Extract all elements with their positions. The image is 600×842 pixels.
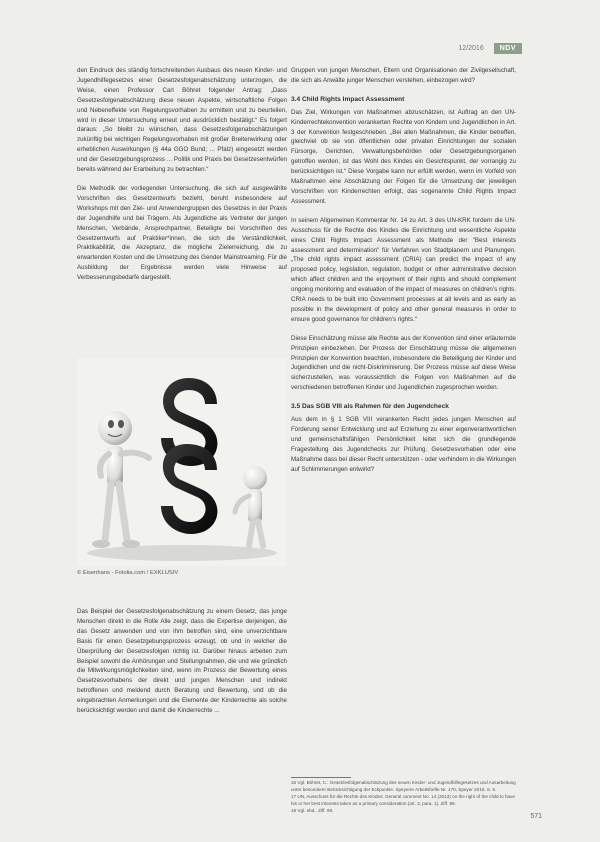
section-3-4-paragraph: In seinem Allgemeinen Kommentar Nr. 14 zu Art. 3 des UN-KRK fordern die UN-Ausschuss für die Rechte des Kindes die Einrichtung und wesentliche Aspekte eines Child Rights Impact Assessment als Methode der "Best interests assessment and determination" für Verfahren von Stadtplanern und Planungen. „The child rights impact assessment (CRIA) can predict the impact of any proposed policy, legislation, regulation, budget or other administrative decision which affect children and the enjoyment of their rights and should complement ongoing monitoring and evaluation of the impact of measures on children’s rights. CRIA needs to be built into Government processes at all levels and as early as possible in the development of policy and other general measures in order to ensure good governance for children’s rights.“ [291,216,516,323]
footnote: 18 Vgl. ebd., Ziff. 99. [291,808,334,813]
footnote-divider [291,777,351,778]
section-3-4-paragraph: Diese Einschätzung müsse alle Rechte aus der Konvention sind einer erläuternde Prinzipien einbeziehen. Der Prozess der Einschätzung müsse die allgemeinen Prinzipien der Konvention beachten, insbesondere die Beteiligung der Kinder und Jugendlichen und die nicht-Diskriminierung. Der Prozess müsse auf diese Weise sicherzustellen, was voraussichtlich die Folgen von Maßnahmen auf die verschiedenen betroffenen Kinder und Jugendlichen zugesprochen werden. [291,334,516,392]
left-column [77,66,287,292]
section-heading-3-4: 3.4 Child Rights Impact Assessment [291,95,405,103]
figure-paragraph-figures [77,358,287,566]
journal-badge: NDV [494,43,522,54]
left-paragraph: Die Methodik der vorliegenden Untersuchung, die sich auf ausgewählte Vorschriften des Gesetzentwurfs bezieht, beruht insbesondere auf Workshops mit den Ziel- und Anwendergruppen des Gesetzes in der Praxis der Jugendhilfe und bei Trägern. Als Jugendliche als Vertreter der jungen Menschen, Verbände, Ansprechpartner, Beteiligte bei Vorschriften des Gesetzentwurfs auf Praktiker*innen, die sich die Verständlichkeit, Praktikabilität, die Akzeptanz, die mögliche Zielerreichung, die zu erwartenden Kosten und die Umsetzung des Gender Mainstreaming. Für die Ausbildung der Ergebnisse werden viele Hinweise auf Verbesserungsbedarfe dargestellt. [77,184,287,282]
page-number: 571 [530,813,542,820]
left-bottom-paragraph: Das Beispiel der Gesetzesfolgenabschätzung zu einem Gesetz, das junge Menschen direkt in die Rolle Alle zeigt, dass die Expertise derjenigen, die das Gesetz anwenden und von ihm betroffen sind, eine unverzichtbare Basis für einen Gesetzgebungsprozess erzeugt, ob und in welcher die Überprüfung der Gesetzesfolgen richtig ist. Darüber hinaus arbeiten zum Beispiel sowohl die Anhörungen und Stellungnahmen, die und wie gründlich die Mitwirkungsmöglichkeiten sind, wenn im Prozess der Bewertung eines Gesetzesvorhabens der direkt und jungen Menschen und indirekt betroffenen und meldend durch Beratung und Bewertung, und ob die eingebrachten Anmerkungen und die Elemente der Kinderrechte als solche berücksichtigt werden und damit die Kinderrechte ... [77,608,287,715]
white-figure-left [92,411,149,548]
right-intro: Gruppen von jungen Menschen, Eltern und Organisationen der Zivilgesellschaft, die sich als Anwälte junger Menschen verstehen, einbezogen wird? [291,67,516,84]
footnote: 16 Vgl. Böhret, C.: Gesetzesfolgenabschätzung des neuen Kinder- und Jugendhilfegesetzes und Ausarbeitung unter besonderer Berücksichtigung der Eckpunkte. Speyerer Arbeitshefte Nr. 170, Speyer 2010, S. 5. [291,780,516,792]
page-header [458,43,522,54]
right-column [291,66,516,484]
paragraph-sign-icon [161,378,217,534]
left-paragraph: den Eindruck des ständig fortschreitenden Ausbaus des neuen Kinder- und Jugendhilfegesetzes einer Gesetzesfolgenabschätzung unterzogen, die Weise, einen Professor Carl Böhret folgender Antrag: „Dass Gesetzesfolgenabschätzung diese neuen Aspekte, wirtschaftliche Folgen und Nebeneffekte von Regelungsvorhaben zu ermitteln und zu beurteilen, wird in dieser Untersuchung erneut und ausdrücklich bestätigt.“ Es folgert daraus: „So bleibt zu wünschen, dass Gesetzesfolgenabschätzungen zukünftig bei wichtigen Regelungsvorhaben mit großer Breitenwirkung oder erheblichen Auswirkungen (§ 44a GGO Bund; ... Pfalz) eingesetzt werden und der Gesetzgebungsprozess ... Politik und Praxis bei Gesetzesentwürfen bereits während der Erarbeitung zu betrachten.“ [77,67,287,174]
issue-label: 12/2016 [458,45,484,52]
section-heading-3-5: 3.5 Das SGB VIII als Rahmen für den Jugendcheck [291,403,449,411]
section-3-4-paragraph: Das Ziel, Wirkungen von Maßnahmen abzuschätzen, ist Auftrag an den UN-Kinderrechtekonvention verankerten Rechte von Kindern und Jugendlichen in Art. 3 der Konvention festgeschrieben. „Bei allen Maßnahmen, die Kinder betreffen, gleichviel ob sie von öffentlichen oder privaten Einrichtungen der sozialen Fürsorge, Gerichten, Verwaltungsbehörden oder Gesetzgebungsorganen getroffen werden, ist das Wohl des Kindes ein Gesichtspunkt, der vorrangig zu berücksichtigen ist.“ Diese Vorgabe kann nur erfüllt werden, wenn im Vorfeld von Maßnahmen eine Abschätzung der Folgen für die Umsetzung der jeweiligen Vorschriften von Kinderrechten erfolgt, das sogenannte Child Rights Impact Assessment. [291,108,516,205]
white-figure-right [235,466,267,546]
figure-credit: © Eisenhans - Fotolia.com / EXKLUSIV [77,570,179,576]
paragraph-figures-illustration [77,358,287,566]
section-3-5-paragraph: Aus dem in § 1 SGB VIII verankerten Recht jedes jungen Menschen auf Förderung seiner Entwicklung und auf Erziehung zu einer eigenverantwortlichen und gemeinschaftsfähigen Persönlichkeit leitet sich die grundlegende Fragestellung des Jugendchecks zur Prüfung. Gesetzesvorhaben oder eine Maßnahme dass bei dieser Recht unterstützen - oder verhindern in die Wirkungen auf Schlimmerungen entwirkt? [291,416,516,473]
footnote: 17 UN, Ausschuss für die Rechte des Kindes: General comment No. 14 (2013) on the right of the child to have his or her best interests taken as a primary consideration (art. 3, para. 1), Ziff. 99. [291,794,515,806]
footnotes [291,780,516,816]
